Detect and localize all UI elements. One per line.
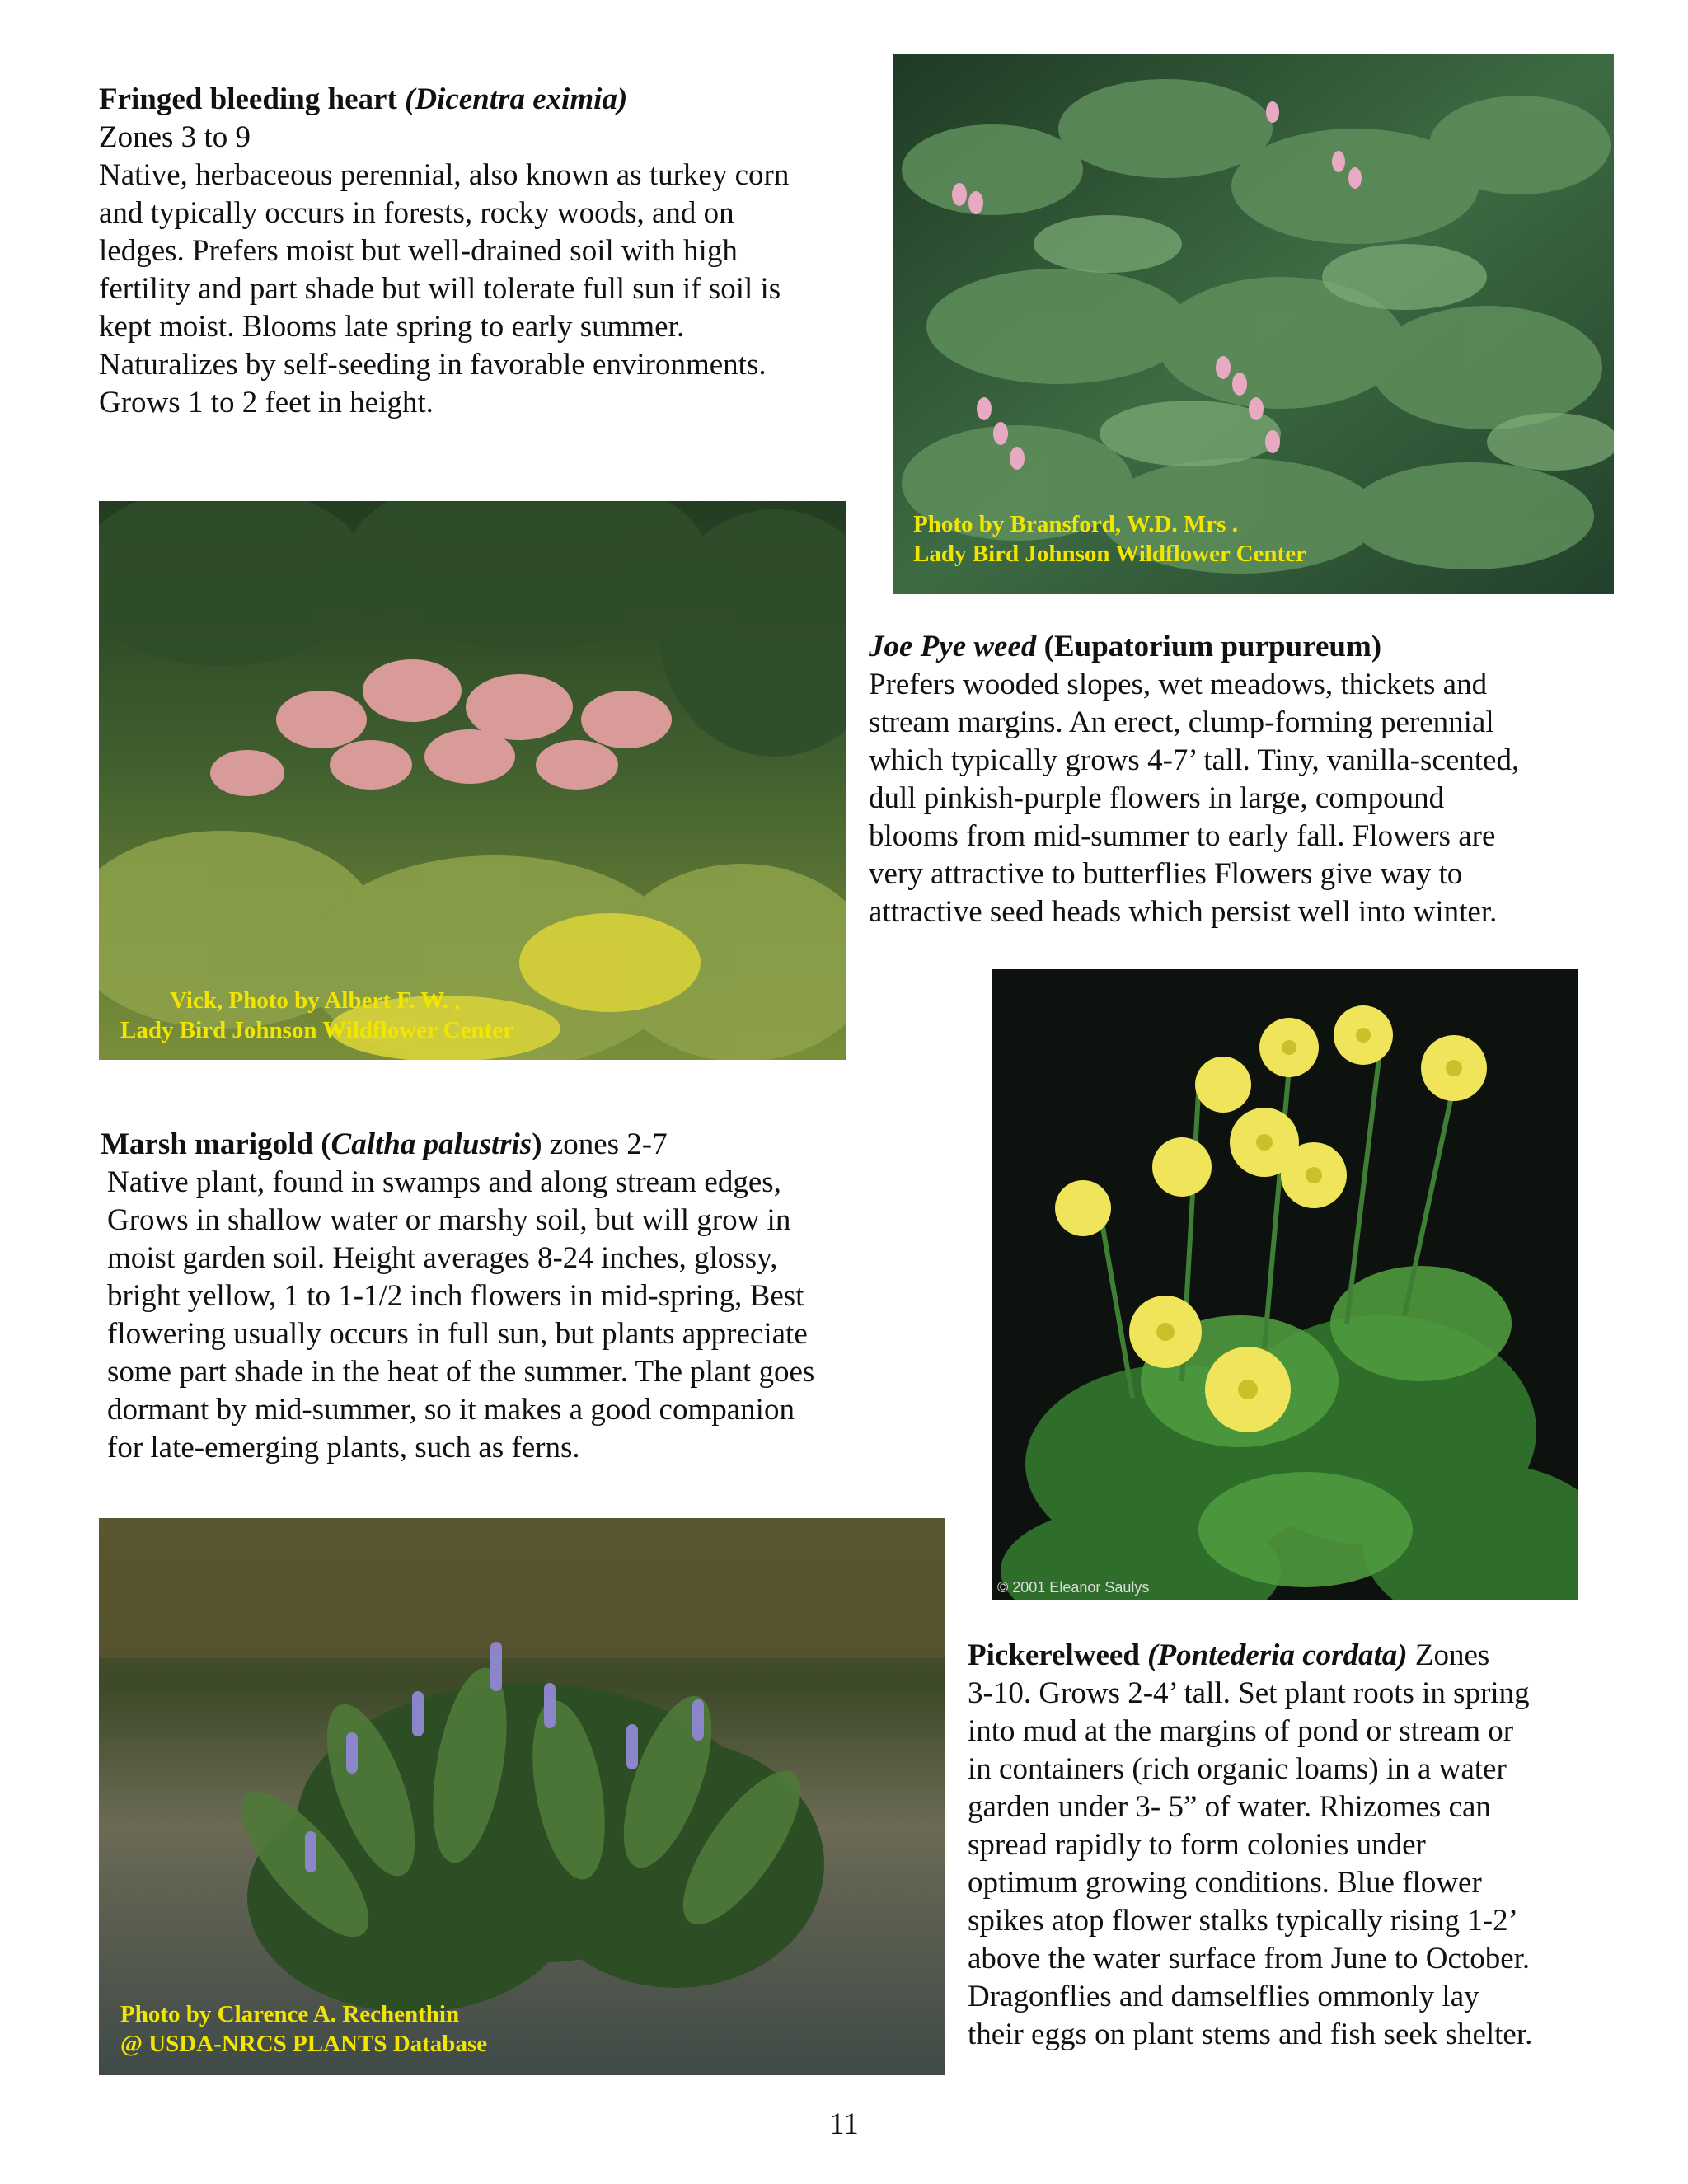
marsh-marigold-zones: zones 2-7 (542, 1127, 668, 1161)
marsh-marigold-section (101, 1126, 892, 1467)
bleeding-heart-photo (893, 54, 1614, 594)
pickerelweed-line: above the water surface from June to October. (968, 1942, 1531, 1975)
pickerelweed-line: their eggs on plant stems and fish seek shelter. (968, 2018, 1533, 2051)
joe-pye-photo-credit (120, 986, 513, 1045)
marsh-marigold-line: Native plant, found in swamps and along stream edges, (107, 1165, 781, 1199)
joe-pye-scientific-name: (Eupatorium purpureum) (1043, 630, 1382, 663)
marsh-marigold-line: some part shade in the heat of the summer. The plant goes (107, 1355, 815, 1389)
bleeding-heart-line: Naturalizes by self-seeding in favorable environments. (99, 348, 767, 382)
bleeding-heart-heading (99, 81, 857, 119)
pickerelweed-line: garden under 3- 5” of water. Rhizomes can (968, 1790, 1491, 1824)
marsh-marigold-line: Grows in shallow water or marshy soil, but will grow in (107, 1203, 791, 1237)
marsh-marigold-line: flowering usually occurs in full sun, but plants appreciate (107, 1317, 808, 1351)
pickerelweed-zones: Zones (1407, 1638, 1490, 1672)
pickerelweed-photo (99, 1518, 945, 2075)
bleeding-heart-line: and typically occurs in forests, rocky woods, and on (99, 196, 734, 230)
joe-pye-line: stream margins. An erect, clump-forming perennial (869, 705, 1494, 739)
bleeding-heart-photo-credit (913, 509, 1306, 569)
pickerelweed-photo-credit (120, 1999, 487, 2059)
joe-pye-line: attractive seed heads which persist well into winter. (869, 895, 1498, 929)
photo-credit-line: Lady Bird Johnson Wildflower Center (120, 1017, 513, 1043)
bleeding-heart-line: fertility and part shade but will tolerate full sun if soil is (99, 272, 781, 306)
pickerelweed-line: 3-10. Grows 2-4’ tall. Set plant roots in spring (968, 1676, 1530, 1710)
marsh-marigold-photo-credit: © 2001 Eleanor Saulys (997, 1579, 1150, 1596)
pickerelweed-line: Dragonflies and damselflies ommonly lay (968, 1980, 1479, 2013)
pickerelweed-common-name: Pickerelweed (968, 1638, 1140, 1672)
marsh-marigold-line: moist garden soil. Height averages 8-24 inches, glossy, (107, 1241, 778, 1275)
joe-pye-heading (869, 628, 1643, 666)
joe-pye-line: which typically grows 4-7’ tall. Tiny, vanilla-scented, (869, 743, 1520, 777)
joe-pye-common-name: Joe Pye weed (869, 630, 1037, 663)
pickerelweed-line: in containers (rich organic loams) in a water (968, 1752, 1507, 1786)
pickerelweed-heading (968, 1637, 1676, 1675)
joe-pye-photo (99, 501, 846, 1060)
joe-pye-section (869, 628, 1643, 931)
pickerelweed-line: into mud at the margins of pond or stream or (968, 1714, 1514, 1748)
joe-pye-line: blooms from mid-summer to early fall. Flowers are (869, 819, 1496, 853)
photo-credit-line: Lady Bird Johnson Wildflower Center (913, 541, 1306, 567)
marsh-marigold-line: dormant by mid-summer, so it makes a good companion (107, 1393, 795, 1427)
pickerelweed-line: spikes atop flower stalks typically rising 1-2’ (968, 1904, 1518, 1938)
pickerelweed-scientific-name: (Pontederia cordata) (1147, 1638, 1408, 1672)
bleeding-heart-common-name: Fringed bleeding heart (99, 82, 397, 116)
bleeding-heart-section (99, 81, 857, 422)
marsh-marigold-common-name: Marsh marigold ( (101, 1127, 331, 1161)
bleeding-heart-line: Grows 1 to 2 feet in height. (99, 386, 434, 419)
pickerelweed-section (968, 1637, 1676, 2054)
marsh-marigold-line: for late-emerging plants, such as ferns. (107, 1431, 580, 1465)
photo-credit-line: @ USDA-NRCS PLANTS Database (120, 2031, 488, 2057)
marsh-marigold-heading (101, 1126, 892, 1164)
marsh-marigold-line: bright yellow, 1 to 1-1/2 inch flowers in mid-spring, Best (107, 1279, 804, 1313)
marsh-marigold-photo (992, 969, 1578, 1600)
marsh-marigold-paren: ) (532, 1127, 542, 1161)
pickerelweed-line: optimum growing conditions. Blue flower (968, 1866, 1482, 1900)
joe-pye-line: very attractive to butterflies Flowers give way to (869, 857, 1463, 891)
page-number: 11 (829, 2107, 859, 2141)
pickerelweed-line: spread rapidly to form colonies under (968, 1828, 1426, 1862)
bleeding-heart-line: ledges. Prefers moist but well-drained soil with high (99, 234, 738, 268)
joe-pye-line: Prefers wooded slopes, wet meadows, thickets and (869, 668, 1488, 701)
joe-pye-line: dull pinkish-purple flowers in large, compound (869, 781, 1445, 815)
bleeding-heart-line: Native, herbaceous perennial, also known as turkey corn (99, 158, 790, 192)
bleeding-heart-zones: Zones 3 to 9 (99, 120, 251, 154)
photo-credit-line: Photo by Clarence A. Rechenthin (120, 2001, 460, 2027)
photo-credit-line: Vick, Photo by Albert F. W. , (170, 987, 461, 1014)
marsh-marigold-scientific-name: Caltha palustris (331, 1127, 532, 1161)
bleeding-heart-scientific-name: (Dicentra eximia) (405, 82, 628, 116)
photo-credit-line: Photo by Bransford, W.D. Mrs . (913, 511, 1238, 537)
bleeding-heart-line: kept moist. Blooms late spring to early summer. (99, 310, 685, 344)
